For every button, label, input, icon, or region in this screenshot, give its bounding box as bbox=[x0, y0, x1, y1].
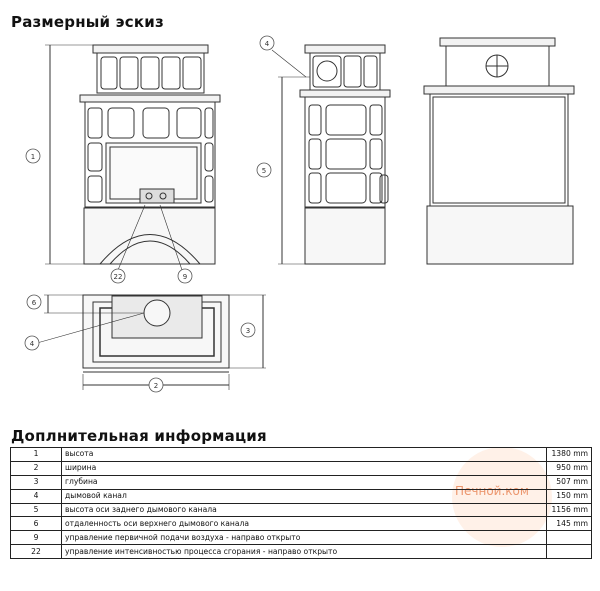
callout-6: 6 bbox=[31, 299, 37, 307]
callout-4: 4 bbox=[264, 40, 270, 48]
row-number: 4 bbox=[11, 489, 62, 503]
back-view bbox=[424, 38, 574, 264]
row-value: 507 mm bbox=[547, 475, 592, 489]
callout-22: 22 bbox=[113, 273, 123, 281]
callout-1: 1 bbox=[30, 153, 36, 161]
row-value bbox=[547, 531, 592, 545]
info-table bbox=[10, 447, 592, 559]
callout-3: 3 bbox=[245, 327, 251, 335]
table-row bbox=[11, 531, 592, 545]
row-value: 145 mm bbox=[547, 517, 592, 531]
row-number: 3 bbox=[11, 475, 62, 489]
row-number: 2 bbox=[11, 461, 62, 475]
row-value: 950 mm bbox=[547, 461, 592, 475]
row-value: 1380 mm bbox=[547, 448, 592, 462]
callout-9: 9 bbox=[182, 273, 188, 281]
row-label: глубина bbox=[62, 475, 547, 489]
top-view bbox=[37, 295, 266, 390]
row-label: высота оси заднего дымового канала bbox=[62, 503, 547, 517]
row-label: дымовой канал bbox=[62, 489, 547, 503]
watermark-logo: Печной.ком bbox=[455, 484, 529, 498]
table-row bbox=[11, 475, 592, 489]
row-value: 1156 mm bbox=[547, 503, 592, 517]
row-value: 150 mm bbox=[547, 489, 592, 503]
row-label: управление интенсивностью процесса сгорания - направо открыто bbox=[62, 545, 547, 559]
callout-5: 5 bbox=[261, 167, 267, 175]
row-label: ширина bbox=[62, 461, 547, 475]
table-row bbox=[11, 545, 592, 559]
table-row bbox=[11, 517, 592, 531]
info-title: Доплнительная информация bbox=[11, 427, 267, 445]
table-row bbox=[11, 503, 592, 517]
row-number: 9 bbox=[11, 531, 62, 545]
row-number: 5 bbox=[11, 503, 62, 517]
front-view bbox=[45, 45, 220, 270]
row-label: высота bbox=[62, 448, 547, 462]
sketch-title: Размерный эскиз bbox=[11, 13, 164, 31]
row-number: 6 bbox=[11, 517, 62, 531]
table-row bbox=[11, 489, 592, 503]
row-number: 1 bbox=[11, 448, 62, 462]
row-value bbox=[547, 545, 592, 559]
table-row bbox=[11, 461, 592, 475]
table-row bbox=[11, 448, 592, 462]
callout-2: 2 bbox=[153, 382, 159, 390]
row-label: отдаленность оси верхнего дымового канала bbox=[62, 517, 547, 531]
row-label: управление первичной подачи воздуха - направо открыто bbox=[62, 531, 547, 545]
side-view bbox=[272, 45, 390, 264]
row-number: 22 bbox=[11, 545, 62, 559]
callout-4-top: 4 bbox=[29, 340, 35, 348]
